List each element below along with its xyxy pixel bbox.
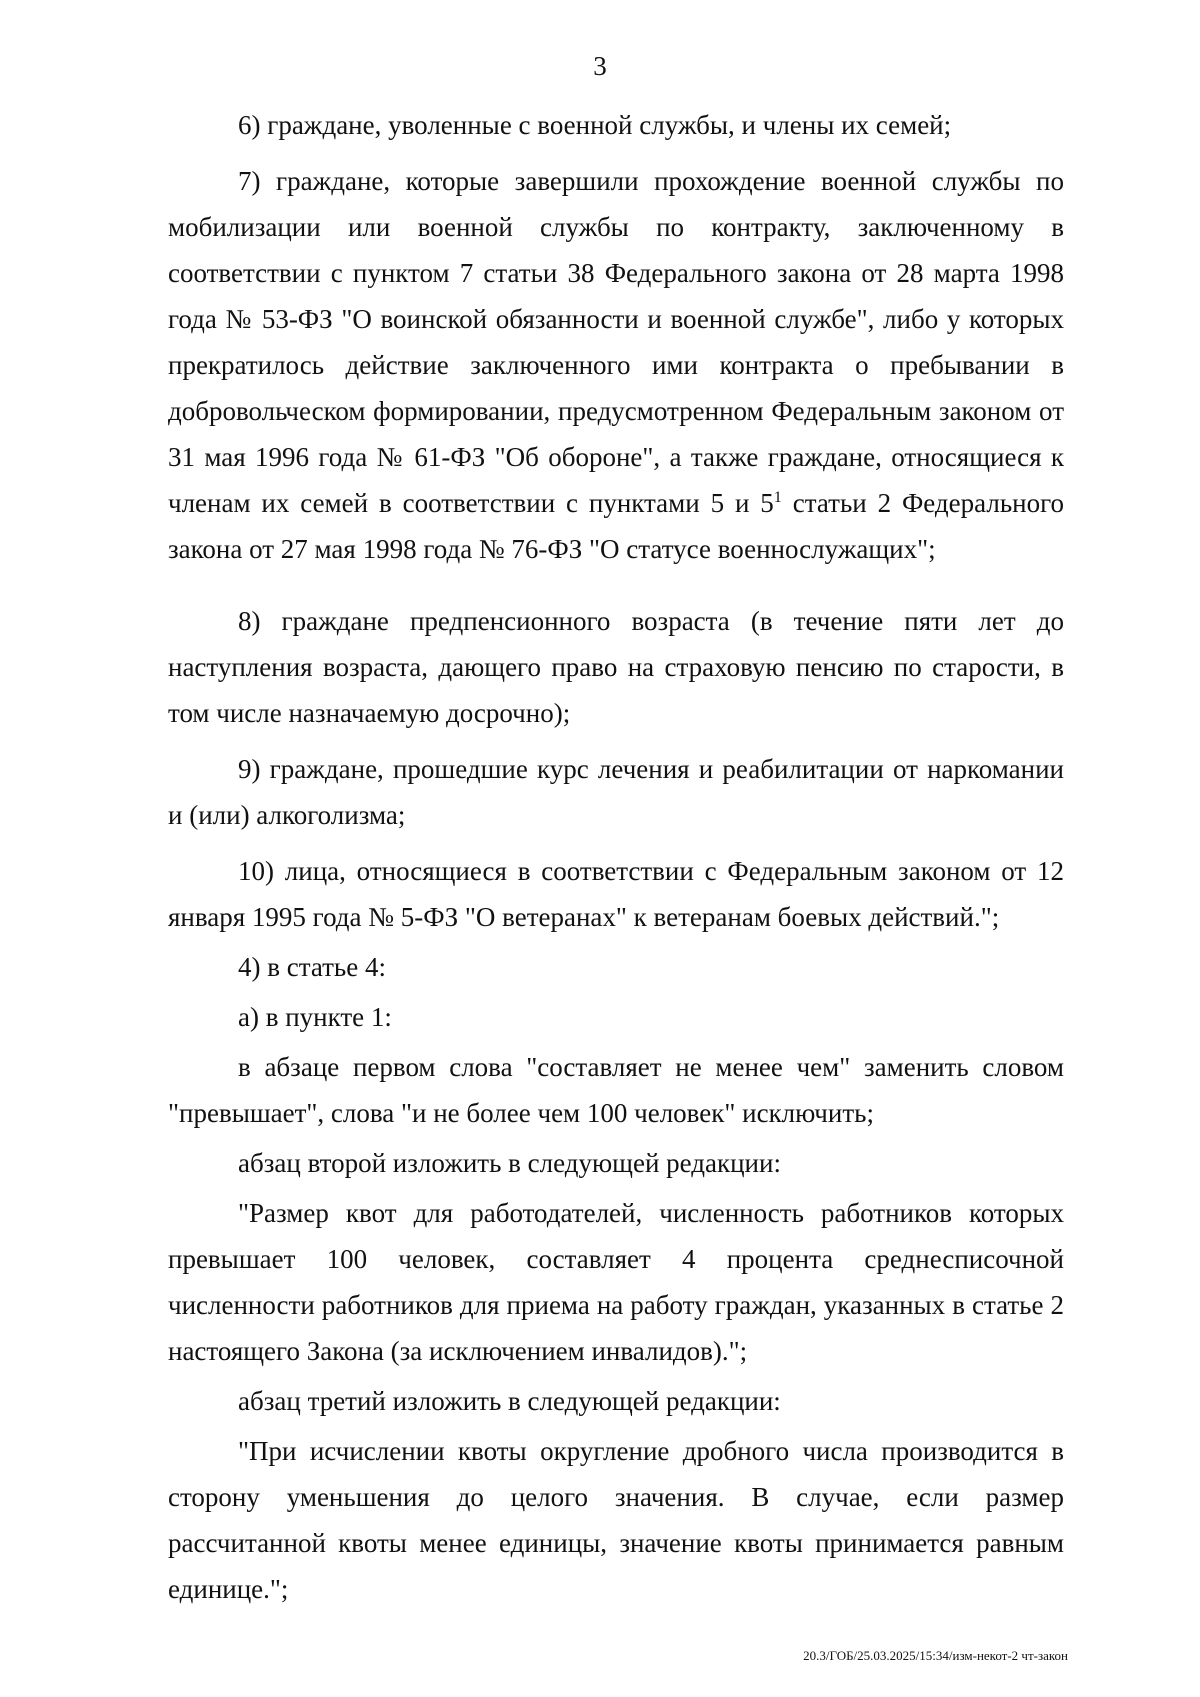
paragraph-abzac-1: в абзаце первом слова "составляет не менее чем" заменить словом "превышает", слова "и не более чем 100 человек" исключить; xyxy=(168,1052,1064,1128)
paragraph-abzac-2-intro: абзац второй изложить в следующей редакции: xyxy=(238,1148,781,1178)
paragraph-abzac-3-text: "При исчислении квоты округление дробного числа производится в сторону уменьшения до целого значения. В случае, если размер рассчитанной квоты менее единицы, значение квоты принимается равным единице."; xyxy=(168,1436,1064,1604)
document-footer-code: 20.3/ГОБ/25.03.2025/15:34/изм-некот-2 чт-закон xyxy=(803,1648,1068,1663)
paragraph-6: 6) граждане, уволенные с военной службы, и члены их семей; xyxy=(238,110,952,140)
document-body xyxy=(168,102,1064,1612)
paragraph-7 xyxy=(168,158,1064,572)
paragraph-10: 10) лица, относящиеся в соответствии с Федеральным законом от 12 января 1995 года № 5-ФЗ "О ветеранах" к ветеранам боевых действий."; xyxy=(168,856,1064,932)
paragraph-7-text-end: статьи 2 Федерального закона от 27 мая 1998 года № 76-ФЗ "О статусе военнослужащих"; xyxy=(168,488,1065,564)
paragraph-abzac-3-intro: абзац третий изложить в следующей редакции: xyxy=(238,1386,781,1416)
paragraph-item-a: а) в пункте 1: xyxy=(238,1002,392,1032)
paragraph-7-text-start: 7) граждане, которые завершили прохождение военной службы по мобилизации или военной службы по контракту, заключенному в соответствии с пунктом 7 статьи 38 Федерального закона от 28 марта 1998 года № 53-ФЗ "О воинской обязанности и военной службе", либо у которых прекратилось действие заключенного ими контракта о пребывании в добровольческом формировании, предусмотренном Федеральным законом от 31 мая 1996 года № 61-ФЗ "Об обороне", а также граждане, относящиеся к членам их семей в соответствии с пунктами 5 и 5 xyxy=(168,166,1064,518)
paragraph-8: 8) граждане предпенсионного возраста (в течение пяти лет до наступления возраста, дающего право на страховую пенсию по старости, в том числе назначаемую досрочно); xyxy=(168,606,1064,728)
page-number: 3 xyxy=(593,51,607,81)
paragraph-article-4: 4) в статье 4: xyxy=(238,952,386,982)
paragraph-7-superscript: 1 xyxy=(773,488,782,506)
paragraph-9: 9) граждане, прошедшие курс лечения и реабилитации от наркомании и (или) алкоголизма; xyxy=(168,754,1064,830)
paragraph-abzac-2-text: "Размер квот для работодателей, численность работников которых превышает 100 человек, составляет 4 процента среднесписочной численности работников для приема на работу граждан, указанных в статье 2 настоящего Закона (за исключением инвалидов)."; xyxy=(168,1198,1064,1366)
